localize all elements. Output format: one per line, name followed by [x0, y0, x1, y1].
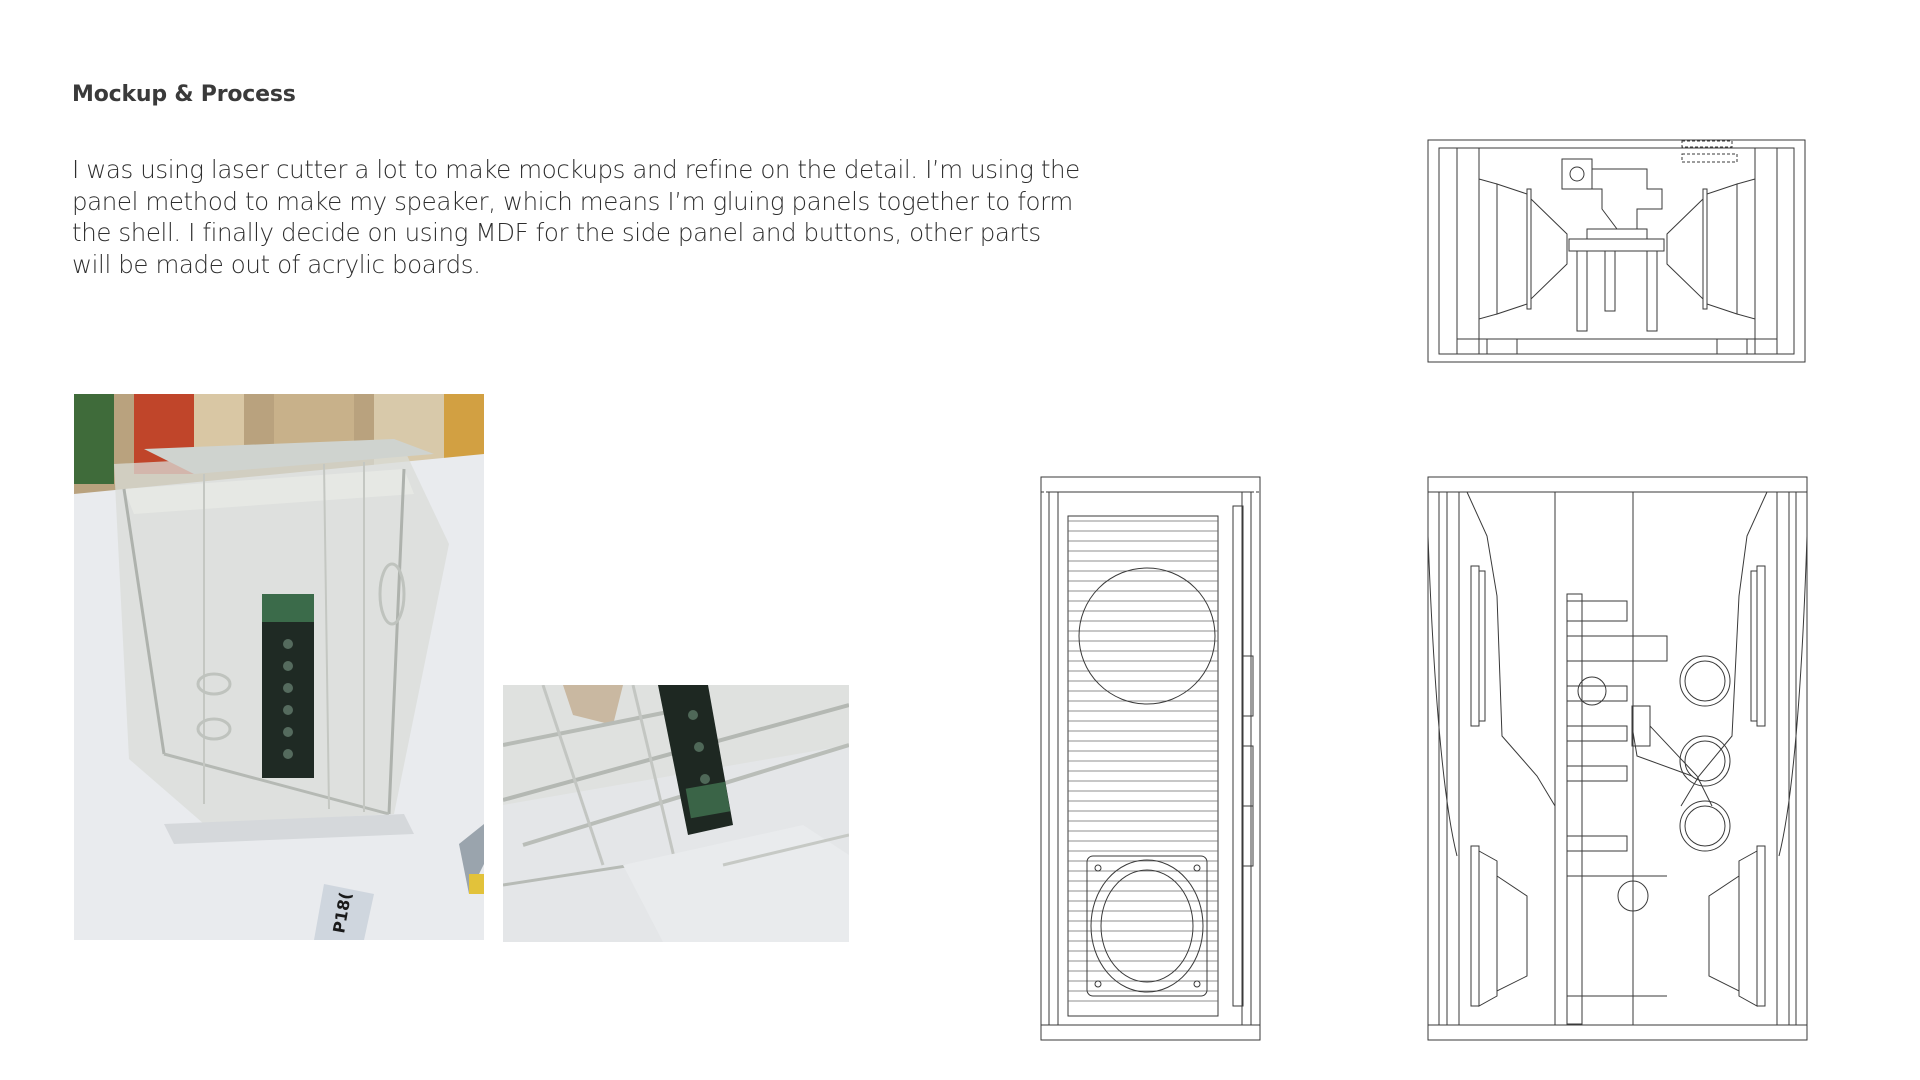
section-title: Mockup & Process [72, 82, 296, 107]
speaker-interior-view-drawing [1427, 476, 1809, 1042]
speaker-top-view-drawing [1427, 139, 1807, 367]
photo-label-text: P18( [329, 890, 356, 935]
section-description: I was using laser cutter a lot to make mockups and refine on the detail. I’m using the panel method to make my speaker, which means I’m gluing panels together to form the shell. I finally decide on using MDF for the side panel and buttons, other parts will be made out of acrylic boards. [72, 155, 1080, 279]
mockup-photo-main [74, 394, 484, 940]
mockup-photo-detail [503, 685, 849, 942]
speaker-front-view-drawing [1040, 476, 1262, 1042]
